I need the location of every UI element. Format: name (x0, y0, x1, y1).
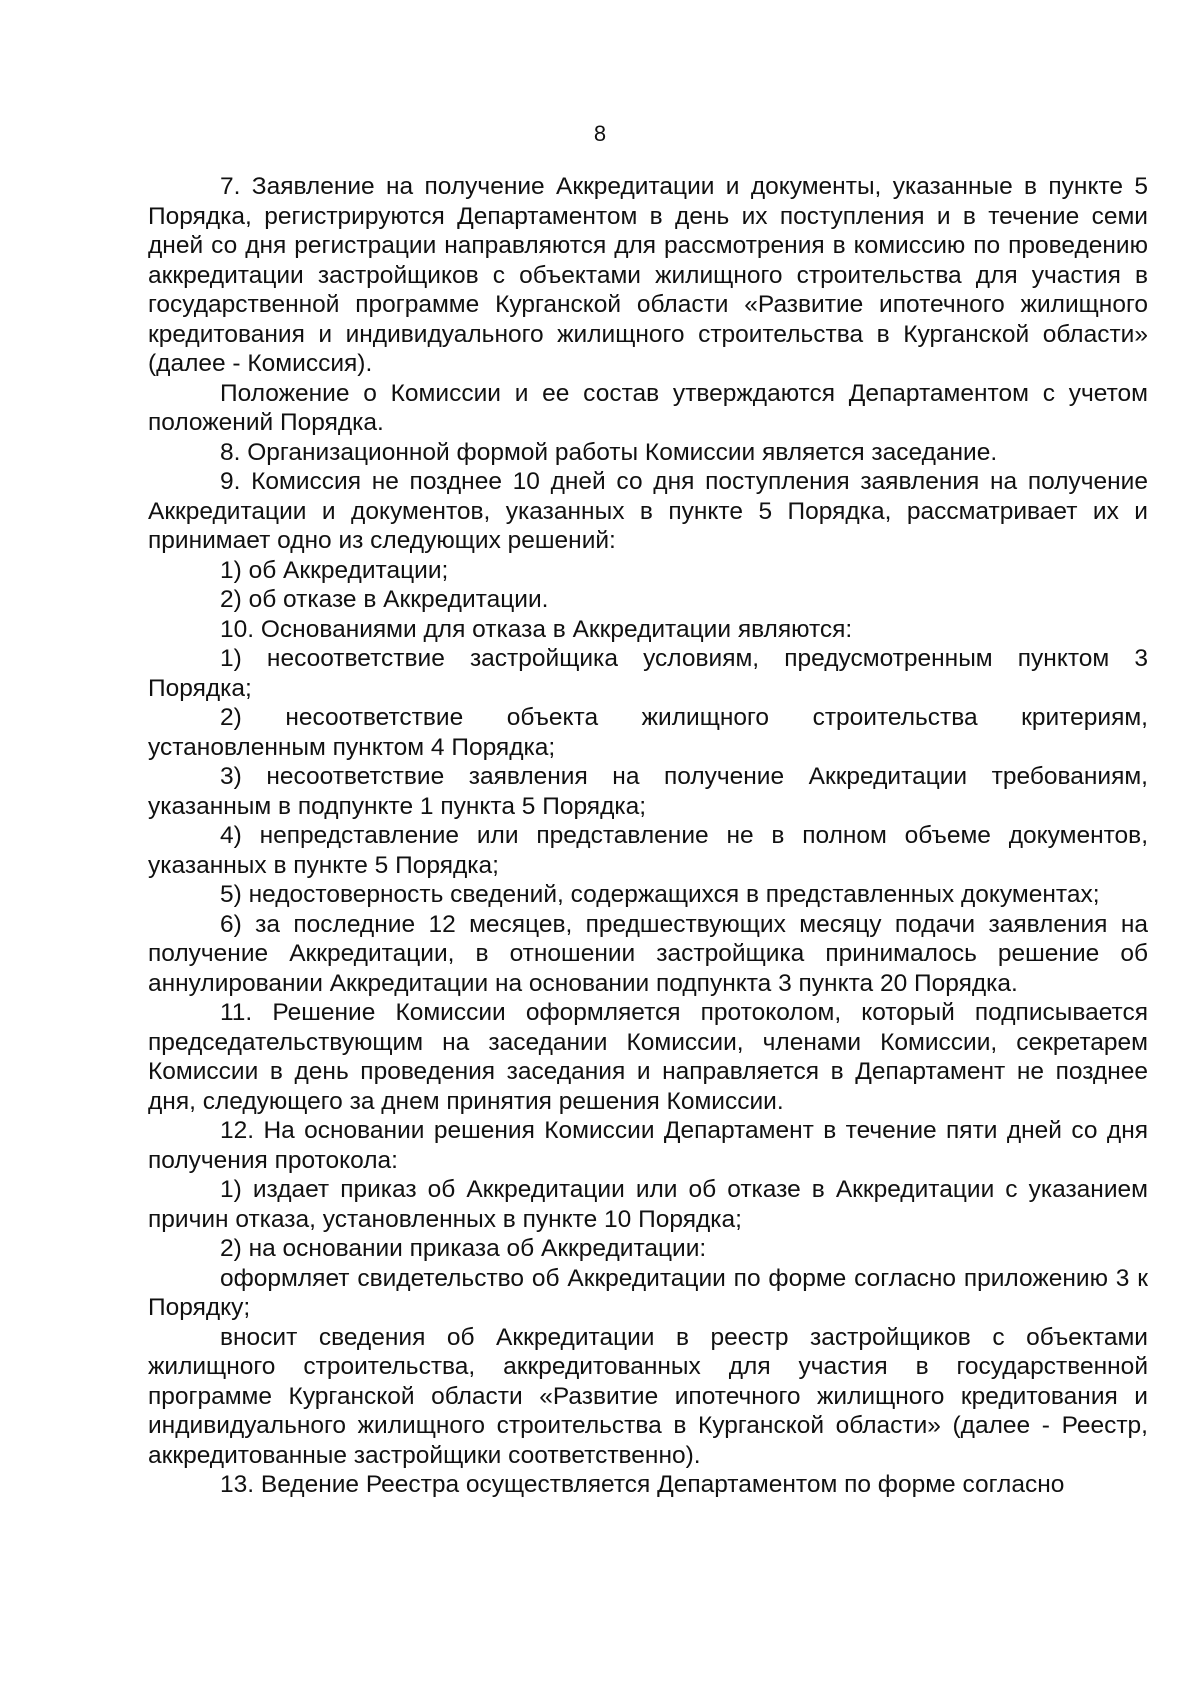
paragraph-10-item-1: 1) несоответствие застройщика условиям, предусмотренным пунктом 3 Порядка; (148, 645, 1148, 702)
paragraph-12-certificate: оформляет свидетельство об Аккредитации по форме согласно приложению 3 к Порядку; (148, 1264, 1148, 1321)
paragraph-8: 8. Организационной формой работы Комиссии является заседание. (220, 438, 998, 466)
paragraph-10-item-2: 2) несоответствие объекта жилищного строительства критериям, установленным пунктом 4 Порядка; (148, 704, 1148, 761)
paragraph-9: 9. Комиссия не позднее 10 дней со дня поступления заявления на получение Аккредитации и документов, указанных в пункте 5 Порядка, рассматривает их и принимает одно из следующих решений: (148, 468, 1148, 554)
paragraph-9-item-1: 1) об Аккредитации; (220, 556, 449, 584)
paragraph-12-registry: вносит сведения об Аккредитации в реестр застройщиков с объектами жилищного строительства, аккредитованных для участия в государственной программе Курганской области «Развитие ипотечного жилищного кредитования и индивидуального жилищного строительства в Курганской области» (далее - Реестр, аккредитованные застройщики соответственно). (148, 1323, 1148, 1469)
paragraph-10: 10. Основаниями для отказа в Аккредитации являются: (220, 615, 853, 643)
paragraph-7: 7. Заявление на получение Аккредитации и документы, указанные в пункте 5 Порядка, регистрируются Департаментом в день их поступления и в течение семи дней со дня регистрации направляются для рассмотрения в комиссию по проведению аккредитации застройщиков с объектами жилищного строительства для участия в государственной программе Курганской области «Развитие ипотечного жилищного кредитования и индивидуального жилищного строительства в Курганской области» (далее - Комиссия). (148, 173, 1148, 377)
paragraph-10-item-3: 3) несоответствие заявления на получение Аккредитации требованиям, указанным в подпункте 1 пункта 5 Порядка; (148, 763, 1148, 820)
paragraph-10-item-6: 6) за последние 12 месяцев, предшествующих месяцу подачи заявления на получение Аккредитации, в отношении застройщика принималось решение об аннулировании Аккредитации на основании подпункта 3 пункта 20 Порядка. (148, 910, 1148, 997)
document-body (148, 172, 1148, 1500)
paragraph-12-item-1: 1) издает приказ об Аккредитации или об отказе в Аккредитации с указанием причин отказа, установленных в пункте 10 Порядка; (148, 1176, 1148, 1233)
paragraph-11: 11. Решение Комиссии оформляется протоколом, который подписывается председательствующим на заседании Комиссии, членами Комиссии, секретарем Комиссии в день проведения заседания и направляется в Департамент не позднее дня, следующего за днем принятия решения Комиссии. (148, 999, 1148, 1115)
page-number: 8 (593, 121, 607, 146)
paragraph-10-item-4: 4) непредставление или представление не в полном объеме документов, указанных в пункте 5 Порядка; (148, 822, 1148, 879)
paragraph-9-item-2: 2) об отказе в Аккредитации. (220, 586, 549, 613)
paragraph-12: 12. На основании решения Комиссии Департамент в течение пяти дней со дня получения протокола: (148, 1117, 1148, 1174)
paragraph-10-item-5: 5) недостоверность сведений, содержащихся в представленных документах; (220, 881, 1100, 908)
paragraph-13: 13. Ведение Реестра осуществляется Департаментом по форме согласно (220, 1471, 1065, 1498)
paragraph-commission-regulation: Положение о Комиссии и ее состав утверждаются Департаментом с учетом положений Порядка. (148, 379, 1148, 436)
paragraph-12-item-2: 2) на основании приказа об Аккредитации: (220, 1235, 707, 1262)
